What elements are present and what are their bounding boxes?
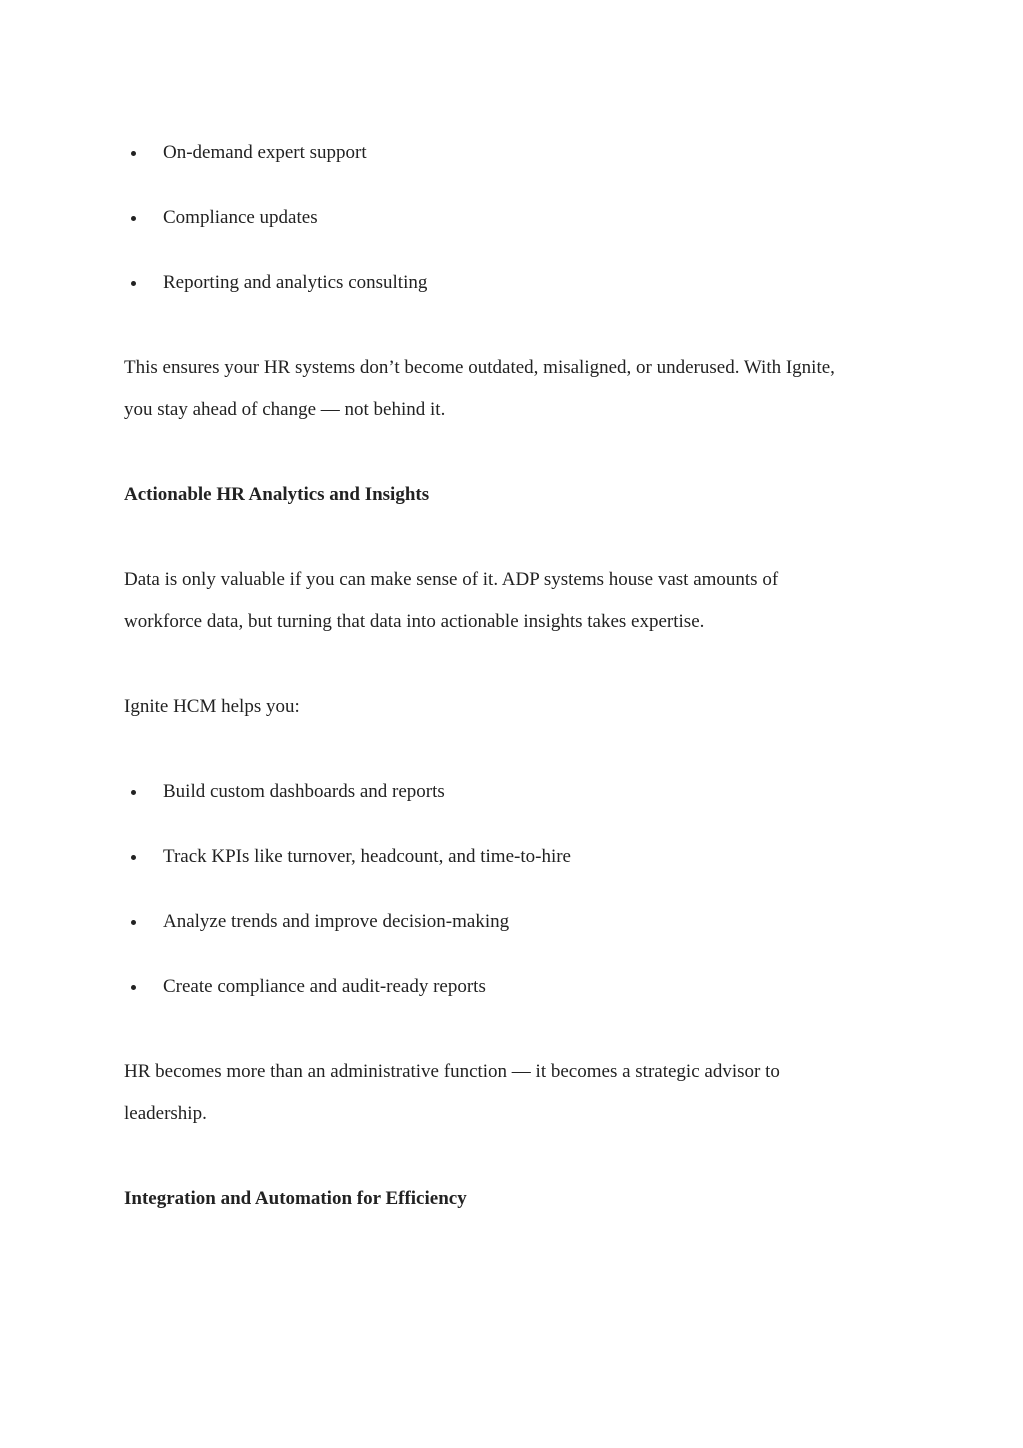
list-item-text: Compliance updates (163, 207, 318, 228)
list-item (124, 140, 904, 166)
bullet-icon (131, 790, 136, 795)
bullet-icon (131, 216, 136, 221)
paragraph-line: you stay ahead of change — not behind it. (124, 399, 446, 420)
paragraph-line: This ensures your HR systems don’t become outdated, misaligned, or underused. With Ignite, (124, 357, 835, 378)
list-item-text: Track KPIs like turnover, headcount, and time-to-hire (163, 846, 571, 867)
bullet-icon (131, 985, 136, 990)
paragraph-line: Ignite HCM helps you: (124, 696, 300, 717)
section-heading: Actionable HR Analytics and Insights (124, 484, 430, 505)
paragraph-line: leadership. (124, 1103, 207, 1124)
list-item-text: On-demand expert support (163, 142, 367, 163)
list-item (124, 205, 904, 231)
list-item-text: Reporting and analytics consulting (163, 272, 428, 293)
paragraph (124, 347, 904, 431)
list-item (124, 270, 904, 296)
section-heading: Integration and Automation for Efficiency (124, 1188, 467, 1209)
paragraph-line: workforce data, but turning that data into actionable insights takes expertise. (124, 611, 705, 632)
paragraph (124, 559, 904, 643)
list-item-text: Create compliance and audit-ready reports (163, 976, 486, 997)
bullet-icon (131, 855, 136, 860)
bullet-icon (131, 151, 136, 156)
paragraph (124, 1051, 904, 1135)
bullet-icon (131, 281, 136, 286)
list-item-text: Build custom dashboards and reports (163, 781, 445, 802)
list-item (124, 974, 904, 1000)
paragraph (124, 686, 904, 728)
list-item (124, 844, 904, 870)
paragraph-line: Data is only valuable if you can make sense of it. ADP systems house vast amounts of (124, 569, 779, 590)
list-item-text: Analyze trends and improve decision-making (163, 911, 510, 932)
list-item (124, 779, 904, 805)
list-item (124, 909, 904, 935)
paragraph-line: HR becomes more than an administrative function — it becomes a strategic advisor to (124, 1061, 780, 1082)
bullet-icon (131, 920, 136, 925)
